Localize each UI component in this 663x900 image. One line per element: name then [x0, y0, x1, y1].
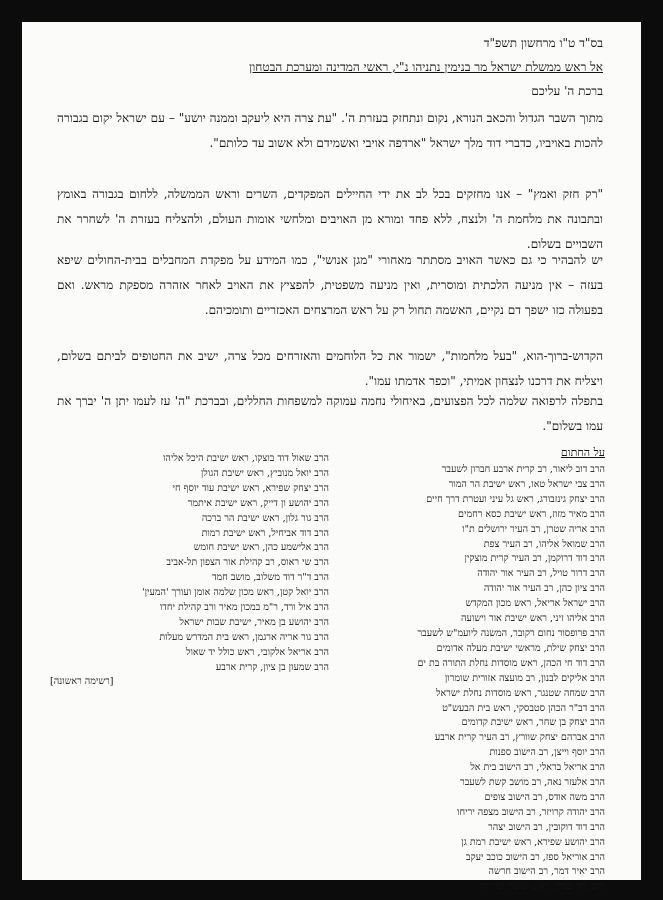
- signatory-item: הרב יואל מנוביץ, ראש ישיבת הגולן: [200, 467, 329, 479]
- paragraph-5: בתפלה לרפואה שלמה לכל הפצועים, באיחולי נחמה עמוקה למשפחות החללים, ובברכת "ה' עז לעמו יתן ה' יברך את עמו בשלום".: [57, 394, 603, 433]
- signatory-item: הרב דוד דרוקמן, רב העיר קרית מוצקין: [464, 553, 605, 565]
- paragraph-3: יש להבהיר כי גם כאשר האויב מסתתר מאחורי "מגן אנושי", כמו המידע על מפקדת המחבלים בבית-החולים שיפא בעזה – אין מניעה הלכתית ומוסרית, ואין מניעה משפטית, להפציץ את האויב לאחר אזהרה מספקת מראש. ואם בפעולה כזו ישפך דם נקיים, האשמה תחול רק על ראש המרצחים האכזריים ותומכיהם.: [57, 253, 603, 317]
- signatory-item: הרב יצחק בן שחר, ראש ישיבת קדומים: [461, 717, 605, 729]
- signatory-item: הרב שמעון בן ציון, קרית ארבע: [215, 661, 329, 673]
- signatory-item: הרב יהושע בן מאיר, ישיבת שבות ישראל: [179, 616, 329, 628]
- signatory-item: הרב אברהם יצחק שוורץ, רב העיר קרית ארבע: [434, 732, 605, 744]
- paragraph-4: הקדוש-ברוך-הוא, "בעל מלחמות", ישמור את כל הלוחמים והאזרחים מכל צרה, ישיב את החטופים לביתם בשלום, ויצליח את דרכנו לנצחון אמיתי, "וכפר אדמתו עמו".: [57, 349, 603, 388]
- signatory-item: הרב דוד דוקובין, רב הישוב יצהר: [488, 821, 605, 833]
- signatory-item: הרב אליהו זיני, ראש ישיבת אור וישועה: [461, 613, 605, 625]
- letter-page: [22, 22, 641, 893]
- signatory-item: הרב דרור טויל, רב העיר אור יהודה: [477, 568, 605, 580]
- signatory-item: הרב יהושע שפירא, ראש ישיבת רמת גן: [461, 836, 605, 848]
- signatory-item: הרב מאיר מזוז, ראש ישיבת כסא רחמים: [458, 508, 605, 520]
- signatory-item: הרב יצחק שפירא, ראש ישיבת עוד יוסף חי: [172, 482, 329, 494]
- greeting-line: ברכת ה' עליכם: [531, 84, 603, 98]
- paragraph-2: "רק חזק ואמץ" – אנו מחזקים בכל לב את ידי החיילים המפקדים, השרים וראש הממשלה, ללחום בגבורה באומץ ובתבונה את מלחמת ה' ולנצח, ללא פחד ומורא מן האויבים ומלחשי אומות העולם, ולהצליח בעזרת ה' לשחרר את השבויים בשלום.: [57, 187, 603, 251]
- signatory-item: הרב יאיר דמר, רב הישוב חרשה: [488, 866, 605, 878]
- signatory-item: הרב דב"ר הכהן סטבסקי, ראש בית הבעש"ט: [442, 702, 605, 714]
- signatory-item: הרב דוד חי הכהן, ראש מוסדות נחלת התורה בת ים: [417, 657, 605, 669]
- signatory-item: הרב משה אודס, רב הישוב צופים: [484, 791, 605, 803]
- signatories-left-column: [142, 452, 329, 676]
- signatory-item: הרב ציון כהן, רב העיר אור יהודה: [483, 583, 605, 595]
- signatories-right-column: [417, 445, 605, 895]
- signatory-item: הרב שי ראוס, רב קהילת אור הצפון תל-אביב: [166, 557, 329, 569]
- signatory-item: הרב שמחה שטנגר, ראש מוסדות נחלת ישראל: [436, 687, 605, 699]
- signatory-item: הרב יצחק שילת, מראשי ישיבת מעלה אדומים: [436, 642, 605, 654]
- signatory-item: הרב איל ורד, ר"מ במכון מאיר ורב קהילת יחדו: [159, 602, 329, 614]
- signatory-item: הרב אלישמע כהן, ראש ישיבת חומש: [193, 542, 329, 554]
- signatory-item: הרב אלעזר נאה, רב מושב קשת לשעבר: [460, 777, 605, 789]
- addressee-line: אל ראש ממשלת ישראל מר בנימין נתניהו נ"י, ראשי המדינה ומערכת הבטחון: [249, 60, 603, 74]
- signatory-item: הרב יהושע ון דייק, ראש ישיבת איתמר: [187, 497, 329, 509]
- signatory-item: הרב ד"ר דוד משלוב, מושב חמד: [211, 572, 329, 584]
- signatory-item: הרב דוד פנדל, ראש ישיבת שדרות: [480, 881, 605, 893]
- signatory-item: הרב אוריאל ספז, רב הישוב כוכב יעקב: [465, 851, 605, 863]
- signatory-item: הרב דוב ליאור, רב קרית ארבע חברון לשעבר: [441, 464, 605, 475]
- signatory-item: הרב גור אריה ארגמן, ראש בית המדרש מעלות: [159, 631, 329, 643]
- signatory-item: הרב יואל קטן, ראש מכון שלמה אומן ועורך 'המעין': [141, 587, 329, 599]
- signatory-item: הרב אריה שטרן, רב העיר ירושלים ת"ו: [462, 523, 605, 535]
- date-line: בס"ד ט"ו מרחשון תשפ"ד: [483, 36, 603, 50]
- signatory-item: הרב אריאל אלקובי, ראש כולל יד שאול: [186, 646, 329, 658]
- signatory-item: הרב אריאל בראלי, רב הישוב בית אל: [470, 762, 605, 774]
- signatory-item: הרב יהודה קרויזר, רב הישוב מצפה יריחו: [457, 806, 605, 818]
- signatory-item: הרב גור גלון, ראש ישיבת הר ברכה: [201, 512, 329, 524]
- first-list-note: [רשימה ראשונה]: [50, 676, 114, 687]
- signatory-item: הרב יוסף וייצן, רב הישוב ספנות: [489, 747, 605, 759]
- signatory-item: הרב אליקים לבנון, רב מועצה אזורית שומרון: [444, 672, 605, 684]
- signatory-item: הרב פרופסור נחום רקובר, המשנה ליועמ"ש לשעבר: [417, 627, 605, 639]
- signatory-item: הרב יצחק גינזבורג, ראש גל עיני ועטרת דרך חיים: [426, 493, 605, 505]
- signatory-item: הרב שמואל אליהו, רב העיר צפת: [483, 538, 605, 550]
- signatory-item: הרב צבי ישראל טאו, ראש ישיבת הר המור: [448, 478, 605, 490]
- signatory-item: הרב ישראל אריאל, ראש מכון המקדש: [465, 598, 605, 610]
- signatories-heading: על החתום: [560, 446, 605, 459]
- signatory-item: הרב שאול דוד בוצקו, ראש ישיבת היכל אליהו: [163, 453, 329, 464]
- paragraph-1: מתוך השבר הגדול והכאב הנורא, נקום ונתחזק בעזרת ה'. "עת צרה היא ליעקב וממנה יושע" – עם ישראל יקום בגבורה להכות באויביו, כדברי דוד מלך ישראל "ארדפה אויבי ואשמידם ולא אשוב עד כלותם".: [57, 111, 603, 150]
- signatory-item: הרב דוד אביחיל, ראש ישיבת רמות: [201, 527, 329, 539]
